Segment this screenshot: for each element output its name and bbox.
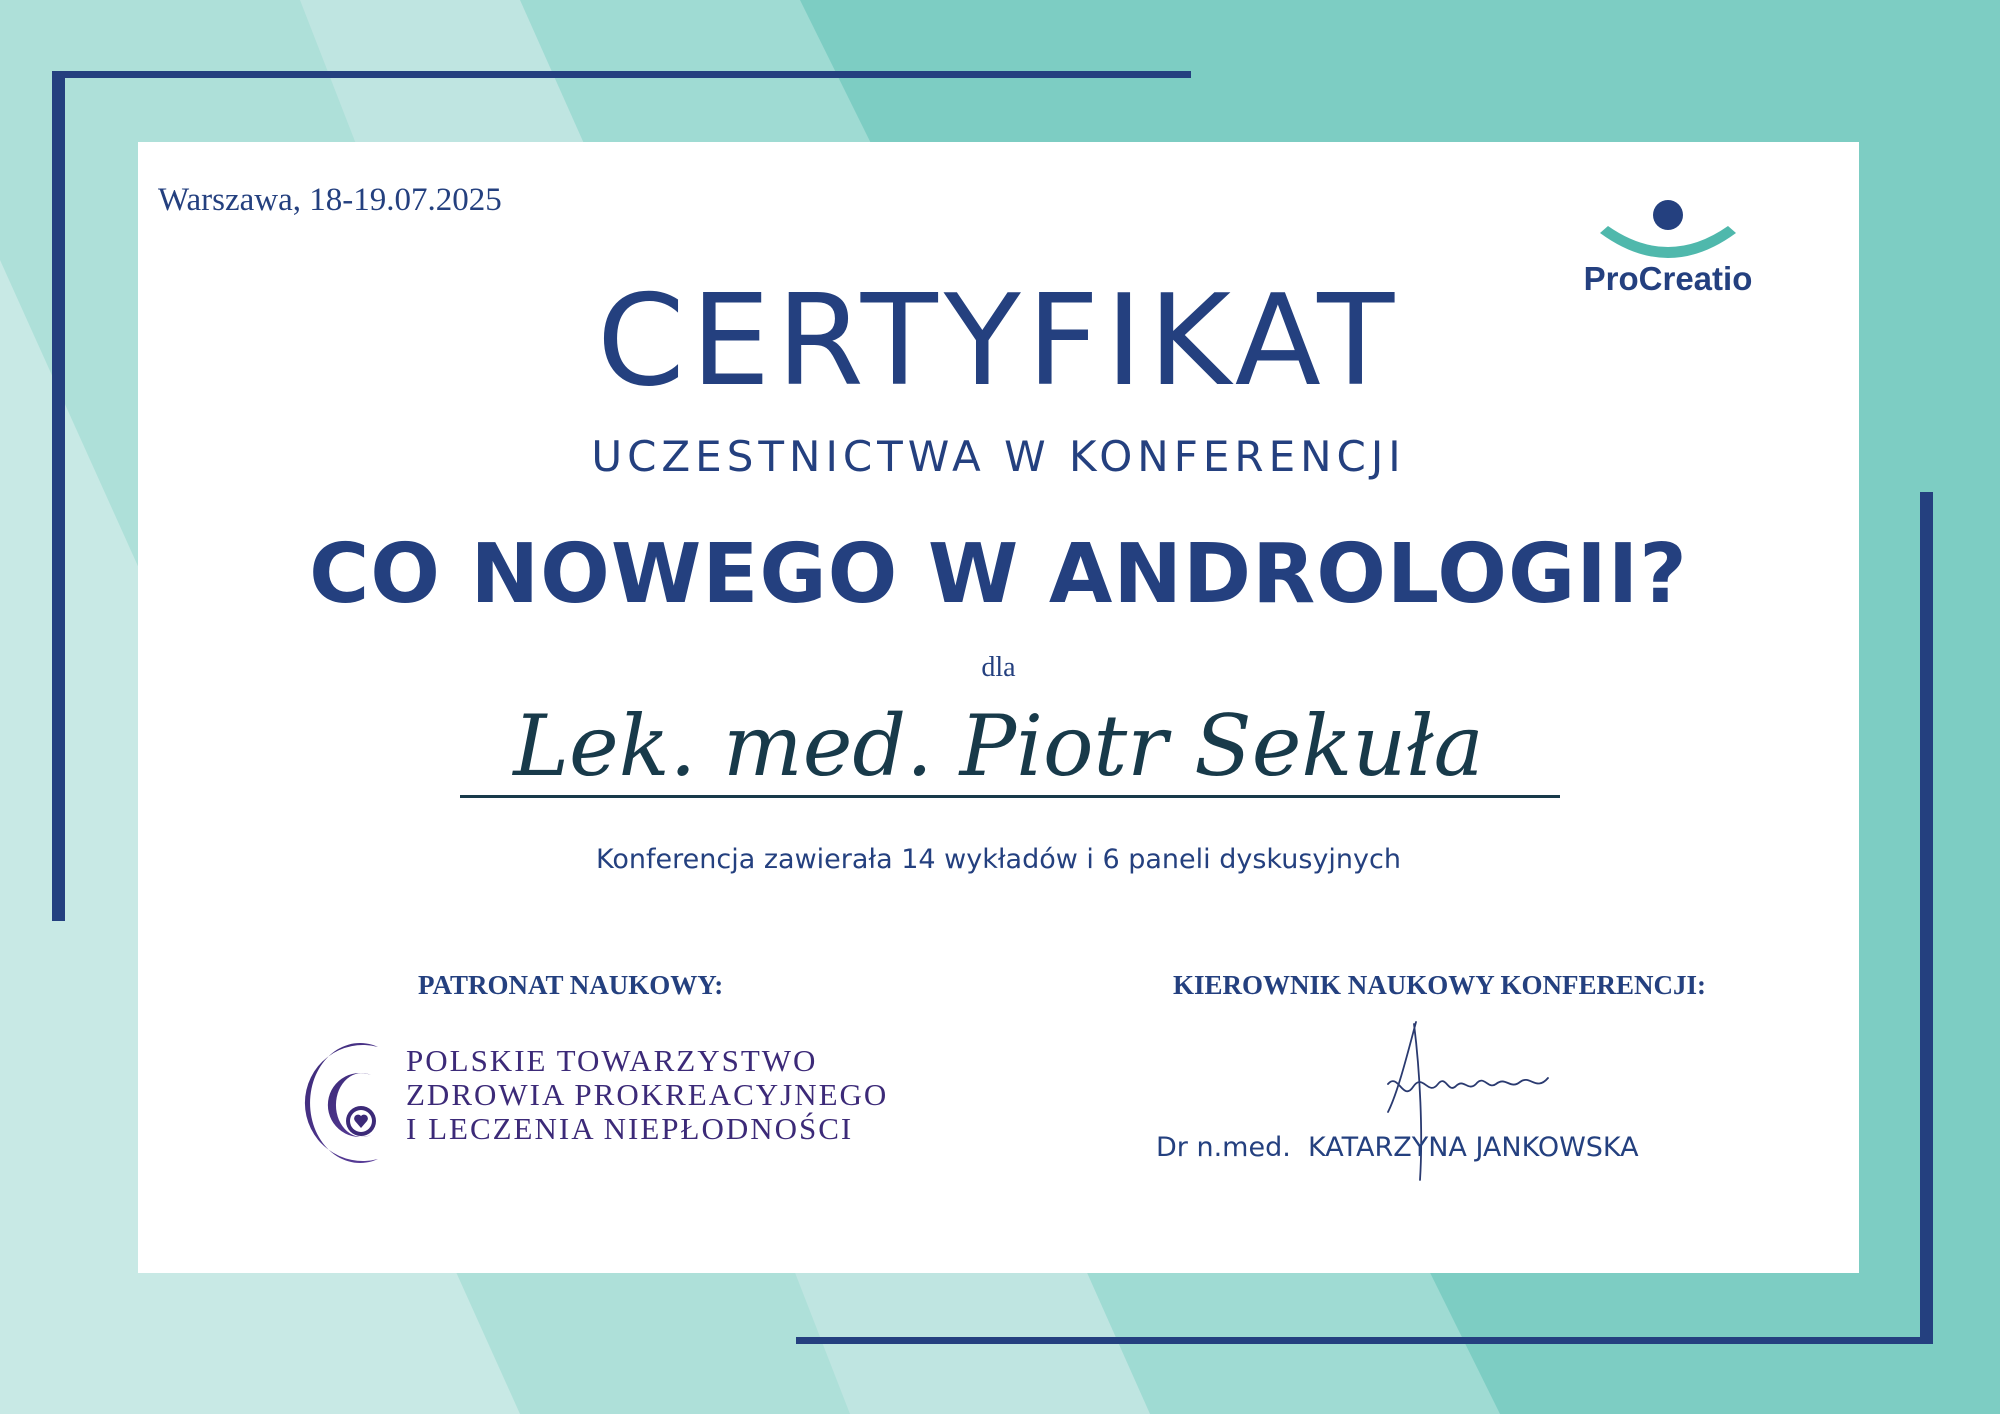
society-logo [273,1035,393,1170]
frame-line-left [52,71,65,921]
signer-name: Dr n.med. KATARZYNA JANKOWSKA [1156,1132,1639,1163]
logo-name: ProCreatio [1583,260,1753,297]
certificate-paper [138,142,1859,1273]
frame-line-bottom [796,1337,1933,1344]
certificate-title: CERTYFIKAT [596,267,1401,414]
patronage-label: PATRONAT NAUKOWY: [418,970,724,1000]
for-label: dla [981,652,1016,683]
conference-info: Konferencja zawierała 14 wykładów i 6 paneli dyskusyjnych [596,844,1401,875]
crescent-heart-logo-icon [273,1035,393,1170]
society-name-line-1: POLSKIE TOWARZYSTWO [406,1043,818,1078]
frame-line-right [1920,492,1933,1344]
frame-line-top [52,71,1191,78]
conference-name: CO NOWEGO W ANDROLOGII? [309,527,1688,622]
director-label: KIEROWNIK NAUKOWY KONFERENCJI: [1173,970,1707,1000]
smile-logo-icon [1548,178,1788,258]
date-place: Warszawa, 18-19.07.2025 [158,182,502,218]
certificate-subtitle: UCZESTNICTWA W KONFERENCJI [591,432,1406,481]
society-name-line-3: I LECZENIA NIEPŁODNOŚCI [406,1111,854,1146]
society-name-line-2: ZDROWIA PROKREACYJNEGO [406,1077,889,1112]
recipient-underline [460,795,1560,798]
recipient-name: Lek. med. Piotr Sekuła [513,697,1484,795]
society-name [406,1044,888,1146]
